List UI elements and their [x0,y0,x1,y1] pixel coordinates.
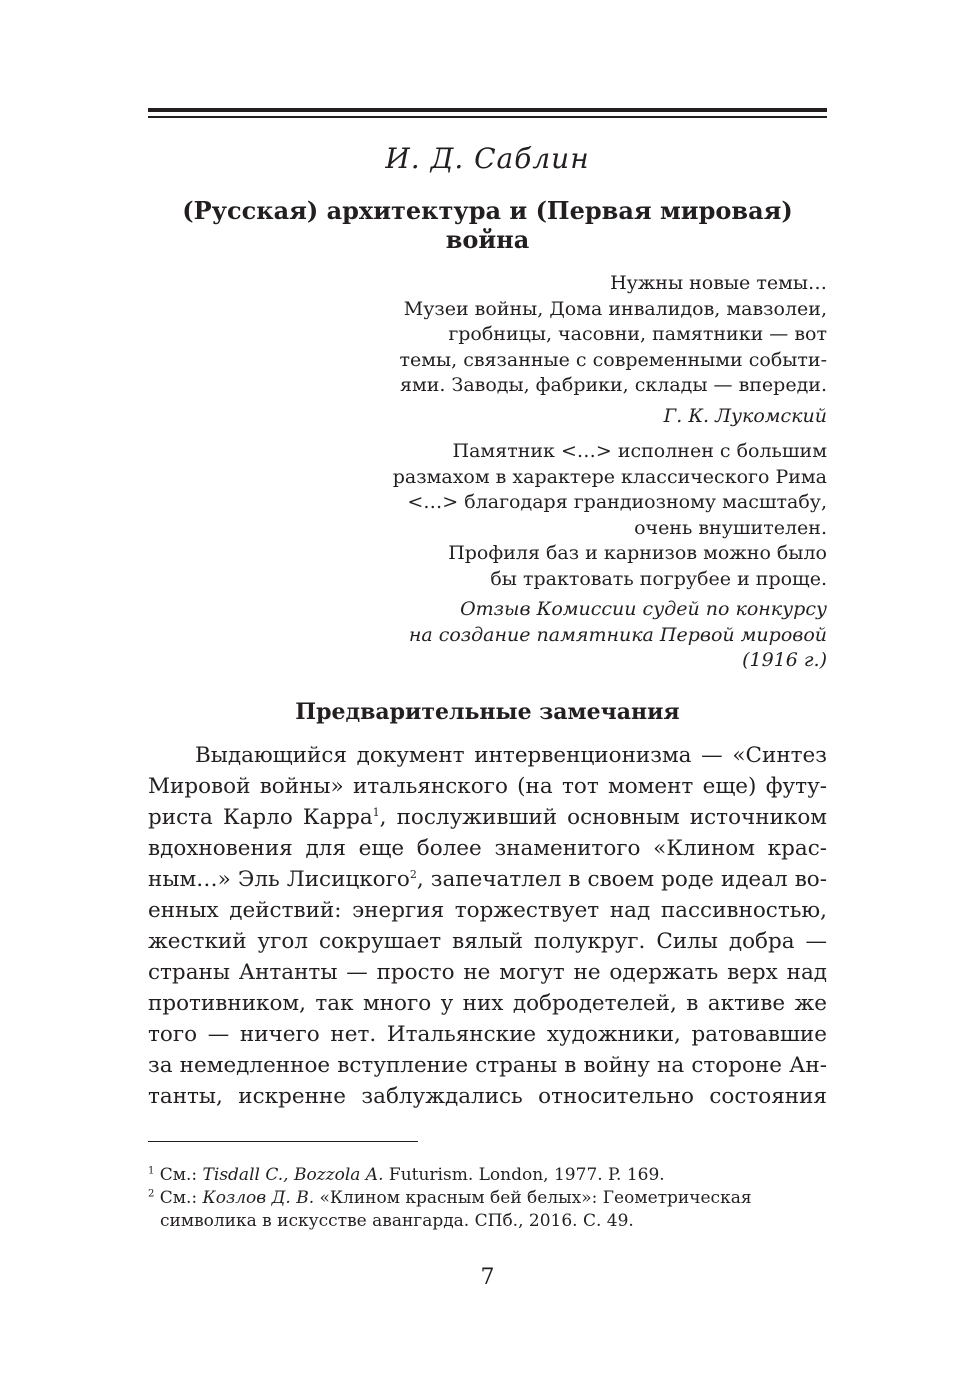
body-line: того — ничего нет. Итальянские художники, ратовавшие [148,1022,827,1047]
footnote-1 [148,1164,827,1187]
epigraph-source-line: на создание памятника Первой мировой [408,623,827,646]
body-text-span: ным…» Эль Лисицкого [148,867,410,892]
footnotes [148,1164,827,1233]
body-line: Мировой войны» итальянского (на тот момент еще) футу- [148,774,827,799]
epigraph-line: Музеи войны, Дома инвалидов, мавзолеи, [403,297,827,320]
footnote-2-continuation: символика в искусстве авангарда. СПб., 2016. С. 49. [160,1211,634,1231]
body-line: Выдающийся документ интервенционизма — «Синтез [195,743,827,768]
epigraph-line: гробницы, часовни, памятники — вот [448,323,827,345]
body-text-span: , запечатлел в своем роде идеал во- [416,867,828,892]
footnote-author: Tisdall C., Bozzola A. [202,1165,384,1185]
section-heading: Предварительные замечания [295,699,680,725]
body-text-span: , послуживший основным источником [379,805,827,830]
epigraph-line: Профиля баз и карнизов можно было [448,542,827,564]
header-rule-thin [148,116,827,118]
title-line: (Русская) архитектура и (Первая мировая) [182,196,793,225]
footnote-text: «Клином красным бей белых»: Геометрическая [314,1188,752,1208]
body-line: енных действий: энергия торжествует над пассивностью, [148,898,827,923]
epigraph-1 [357,271,827,429]
footnote-author: Козлов Д. В. [202,1188,315,1208]
footnote-ref-1[interactable]: 1 [372,805,380,819]
body-line: вдохновения для еще более знаменитого «Клином крас- [148,836,827,861]
epigraph-line: Нужны новые темы… [610,272,827,294]
epigraph-line: очень внушителен. [634,516,827,539]
body-text-span: риста Карло Карра [148,805,373,830]
body-line [148,802,827,833]
epigraph-line: бы трактовать погрубее и проще. [490,567,827,590]
article-title [148,196,827,254]
footnote-text: См.: [154,1165,203,1185]
epigraph-2 [357,439,827,674]
page-number: 7 [480,1265,495,1290]
epigraph-source-line: (1916 г.) [742,649,827,671]
author-name: И. Д. Саблин [385,142,590,175]
epigraph-line: Памятник <…> исполнен с большим [452,440,827,462]
body-line: танты, искренне заблуждались относительно состояния [148,1084,827,1109]
footnote-separator [148,1141,418,1142]
epigraph-line: темы, связанные с современными событи- [399,348,827,371]
epigraph-line: размахом в характере классического Рима [392,465,827,488]
epigraph-source: Г. К. Лукомский [663,404,827,427]
body-line: за немедленное вступление страны в войну на стороне Ан- [148,1053,827,1078]
epigraph-source [357,597,827,674]
title-line: война [445,225,530,254]
body-line [148,864,827,895]
footnote-2 [148,1187,827,1210]
footnote-text: Futurism. London, 1977. P. 169. [383,1165,665,1185]
body-paragraph [148,740,827,1112]
epigraph-source-line: Отзыв Комиссии судей по конкурсу [460,598,827,620]
footnote-number: 2 [148,1188,155,1200]
body-line: жесткий угол сокрушает вялый полукруг. Силы добра — [148,929,827,954]
footnote-text: См.: [154,1188,203,1208]
footnote-number: 1 [148,1165,155,1177]
epigraph-line: ями. Заводы, фабрики, склады — впереди. [399,374,827,396]
footnote-ref-2[interactable]: 2 [409,867,417,881]
epigraph-line: <…> благодаря грандиозному масштабу, [407,491,827,513]
body-line: страны Антанты — просто не могут не одержать верх над [148,960,827,985]
book-page [148,0,827,1388]
header-rule-thick [148,108,827,112]
body-line: противником, так много у них добродетелей, в активе же [148,991,827,1016]
